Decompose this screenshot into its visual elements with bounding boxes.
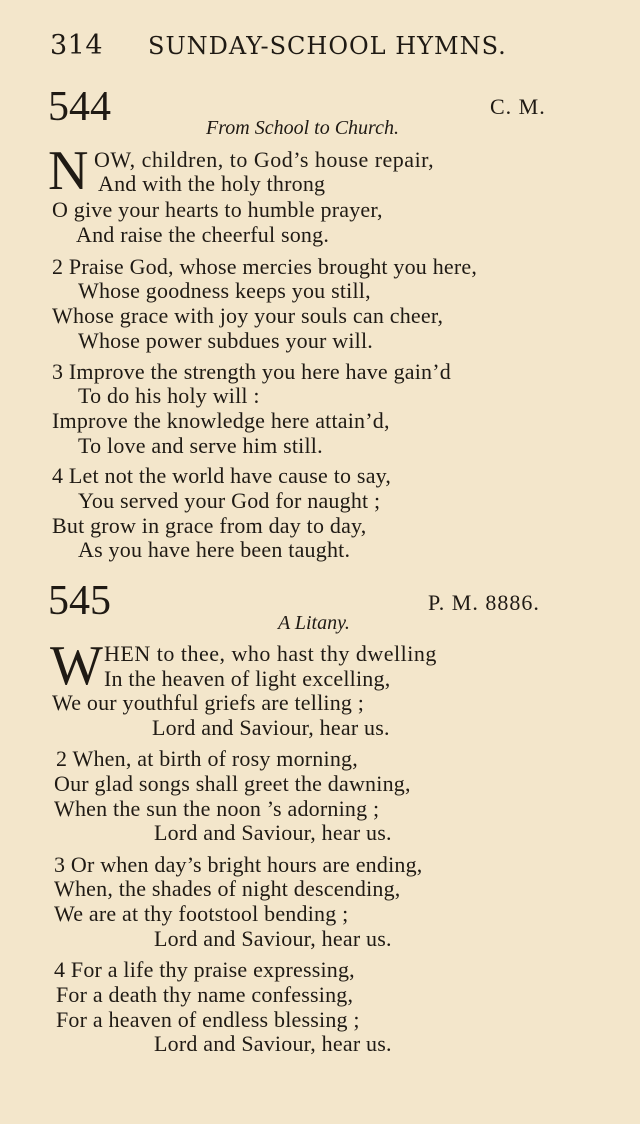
verse-line: Whose goodness keeps you still, xyxy=(78,278,371,303)
verse-line: Lord and Saviour, hear us. xyxy=(154,926,392,951)
verse-line: When, the shades of night descending, xyxy=(54,876,401,901)
verse-line: When the sun the noon ’s adorning ; xyxy=(54,796,380,821)
drop-cap: W xyxy=(50,635,103,697)
hymn-number: 545 xyxy=(48,578,111,624)
verse-line: Our glad songs shall greet the dawning, xyxy=(54,771,411,796)
verse-line: OW, children, to God’s house repair, xyxy=(94,147,435,172)
verse-line: Whose grace with joy your souls can cheer, xyxy=(52,303,444,328)
verse-line: 2 Praise God, whose mercies brought you here, xyxy=(52,254,478,279)
verse-line: 4 Let not the world have cause to say, xyxy=(52,463,392,488)
hymn-title: A Litany. xyxy=(278,612,350,634)
verse-line: To love and serve him still. xyxy=(78,433,323,458)
verse-line: Lord and Saviour, hear us. xyxy=(152,715,390,740)
running-head xyxy=(50,30,590,62)
verse-line: For a heaven of endless blessing ; xyxy=(56,1007,360,1032)
verse-line: To do his holy will : xyxy=(78,383,260,408)
verse-line: Lord and Saviour, hear us. xyxy=(154,820,392,845)
verse-line: We our youthful griefs are telling ; xyxy=(52,690,365,715)
hymn-title: From School to Church. xyxy=(206,117,399,139)
verse-line: 2 When, at birth of rosy morning, xyxy=(56,746,358,771)
verse-line: And with the holy throng xyxy=(98,171,326,196)
verse-line: O give your hearts to humble prayer, xyxy=(52,197,383,222)
hymn-meter: C. M. xyxy=(490,94,546,119)
verse-line: For a death thy name confessing, xyxy=(56,982,354,1007)
running-title: SUNDAY-SCHOOL HYMNS. xyxy=(148,32,507,60)
hymn-meter: P. M. 8886. xyxy=(428,590,540,615)
verse-line: Improve the knowledge here attain’d, xyxy=(52,408,390,433)
verse-line: HEN to thee, who hast thy dwelling xyxy=(104,641,437,666)
verse-line: We are at thy footstool bending ; xyxy=(54,901,349,926)
verse-line: In the heaven of light excelling, xyxy=(104,666,391,691)
page-number: 314 xyxy=(50,30,104,61)
verse-line: And raise the cheerful song. xyxy=(76,222,330,247)
hymn-number: 544 xyxy=(48,84,111,130)
verse-line: Lord and Saviour, hear us. xyxy=(154,1031,392,1056)
verse-line: Whose power subdues your will. xyxy=(78,328,374,353)
verse-line: You served your God for naught ; xyxy=(78,488,381,513)
verse-line: 3 Improve the strength you here have gain’d xyxy=(52,359,451,384)
verse-line: As you have here been taught. xyxy=(78,537,351,562)
verse-line: 3 Or when day’s bright hours are ending, xyxy=(54,852,423,877)
verse-line: But grow in grace from day to day, xyxy=(52,513,367,538)
verse-line: 4 For a life thy praise expressing, xyxy=(54,957,355,982)
drop-cap: N xyxy=(48,140,89,202)
